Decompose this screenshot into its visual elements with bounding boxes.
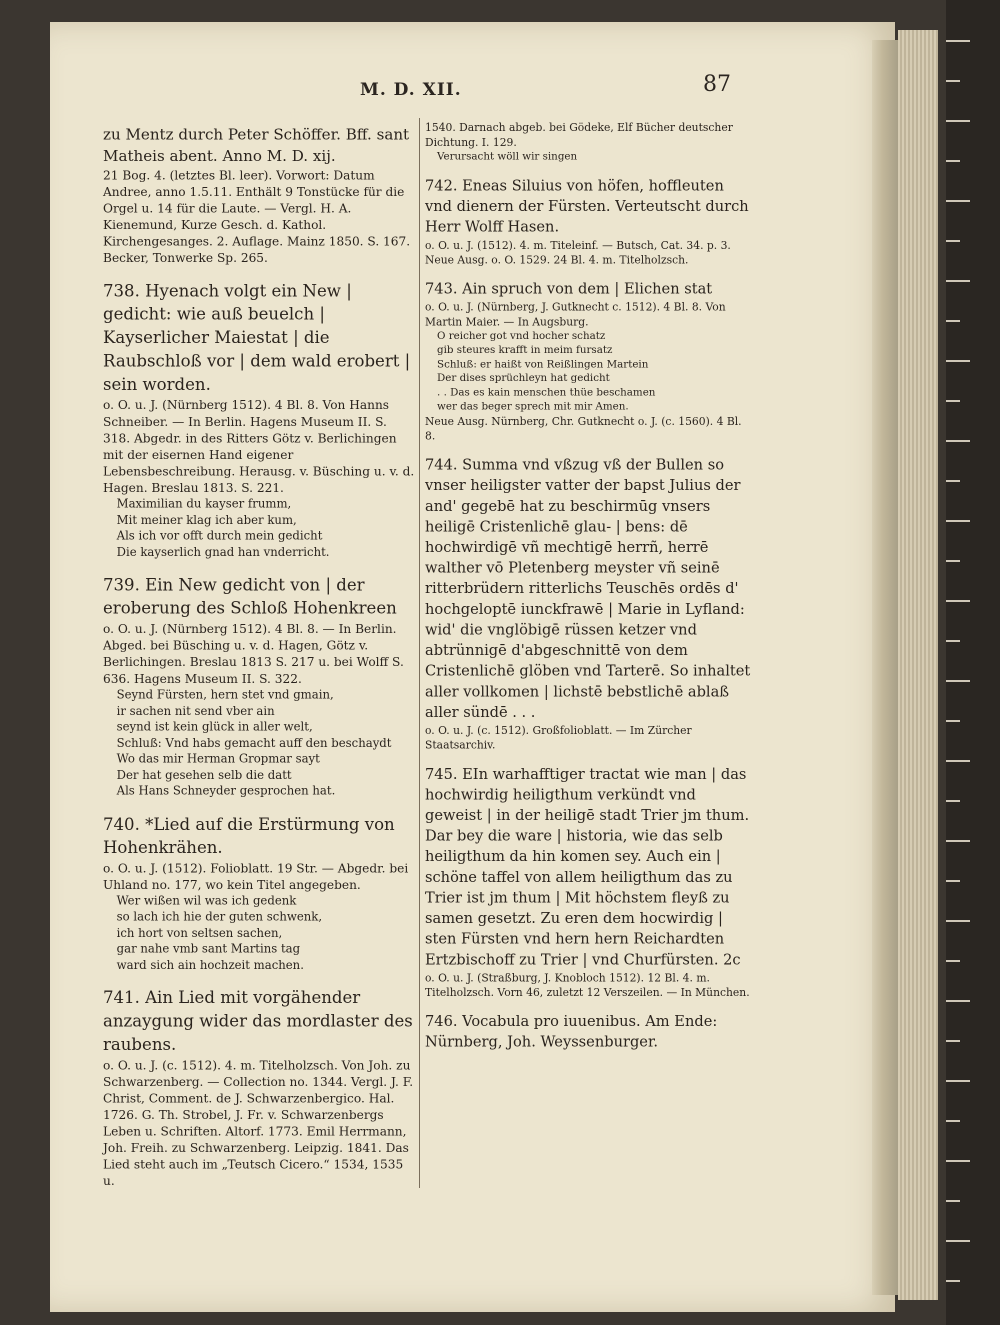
verse-line: Seynd Fürsten, hern stet vnd gmain, <box>116 687 334 702</box>
right-column <box>425 120 755 1052</box>
verse-line: Verursacht wöll wir singen <box>437 150 578 163</box>
bibliographic-note: 1540. Darnach abgeb. bei Gödeke, Elf Bücher deutscher Dichtung. I. 129. <box>425 120 733 149</box>
left-column <box>103 124 415 1189</box>
scale-tick <box>946 1280 960 1282</box>
bibliographic-note: 21 Bog. 4. (letztes Bl. leer). Vorwort: Datum Andree, anno 1.5.11. Enthält 9 Tonstücke für die Orgel u. 14 für die Laute. — Vergl. H. A. Kienemund, Kurze Gesch. d. Kathol. Kirchengesanges. 2. Auflage. Mainz 1850. S. 167. Becker, Tonwerke Sp. 265. <box>103 167 411 266</box>
verse-line: Als Hans Schneyder gesprochen hat. <box>116 784 336 798</box>
scale-tick <box>946 920 970 922</box>
scale-tick <box>946 440 970 442</box>
entry-heading: 739. Ein New gedicht von | der eroberung des Schloß Hohenkreen <box>103 575 397 619</box>
verse-line: ir sachen nit send vber ain <box>116 703 275 718</box>
verse-line: Wo das mir Herman Gropmar sayt <box>116 751 320 766</box>
body-text: zu Mentz durch Peter Schöffer. Bff. sant Matheis abent. Anno M. D. xij. <box>103 125 410 165</box>
verse-line: Wer wißen wil was ich gedenk <box>116 893 297 908</box>
scale-tick <box>946 1120 960 1122</box>
scale-tick <box>946 320 960 322</box>
verse-line: ich hort von seltsen sachen, <box>116 925 283 940</box>
verse-line: gib steures krafft in meim fursatz <box>437 343 613 356</box>
scale-tick <box>946 800 960 802</box>
scale-tick <box>946 1240 970 1242</box>
book-gutter <box>872 40 898 1295</box>
scale-tick <box>946 760 970 762</box>
scale-tick <box>946 560 960 562</box>
scale-tick <box>946 160 960 162</box>
scale-tick <box>946 720 960 722</box>
bibliographic-note: o. O. u. J. (c. 1512). Großfolioblatt. — Im Zürcher Staatsarchiv. <box>425 723 692 751</box>
scale-tick <box>946 1080 970 1082</box>
verse-line: Mit meiner klag ich aber kum, <box>116 512 297 527</box>
verse-line: Der dises sprüchleyn hat gedicht <box>437 371 610 384</box>
scale-tick <box>946 520 970 522</box>
scale-tick <box>946 640 960 642</box>
scale-tick <box>946 120 970 122</box>
verse-line: Schluß: er haißt von Reißlingen Martein <box>437 357 649 370</box>
verse-line: O reicher got vnd hocher schatz <box>437 329 606 342</box>
scale-tick <box>946 1200 960 1202</box>
verse-line: seynd ist kein glück in aller welt, <box>116 719 313 734</box>
scale-tick <box>946 240 960 242</box>
bibliographic-note: o. O. u. J. (1512). 4. m. Titeleinf. — Butsch, Cat. 34. p. 3. Neue Ausg. o. O. 1529. 24 Bl. 4. m. Titelholzsch. <box>425 238 731 266</box>
bibliographic-note: o. O. u. J. (Straßburg, J. Knobloch 1512). 12 Bl. 4. m. Titelholzsch. Vorn 46, zuletzt 12 Verszeilen. — In München. <box>425 970 750 999</box>
verse-line: ward sich ain hochzeit machen. <box>116 957 304 972</box>
entry-heading: 740. *Lied auf die Erstürmung von Hohenkrähen. <box>103 814 395 858</box>
scale-tick <box>946 840 970 842</box>
verse-line: gar nahe vmb sant Martins tag <box>116 941 301 956</box>
scale-tick <box>946 960 960 962</box>
verse-line: Der hat gesehen selb die datt <box>116 767 292 782</box>
verse-line: Maximilian du kayser frumm, <box>116 496 292 511</box>
bibliographic-note: Neue Ausg. Nürnberg, Chr. Gutknecht o. J. (c. 1560). 4 Bl. 8. <box>425 414 742 442</box>
entry-heading: 742. Eneas Siluius von höfen, hoffleuten vnd dienern der Fürsten. Verteutscht durch Herr Wolff Hasen. <box>425 177 749 236</box>
page-number: 87 <box>703 72 731 97</box>
verse-line: Schluß: Vnd habs gemacht auff den beschaydt <box>116 735 392 750</box>
scale-tick <box>946 400 960 402</box>
verse-line: so lach ich hie der guten schwenk, <box>116 909 323 924</box>
scale-tick <box>946 1160 970 1162</box>
verse-line: Die kayserlich gnad han vnderricht. <box>116 545 330 559</box>
running-header: M. D. XII. <box>360 80 462 100</box>
scale-tick <box>946 480 960 482</box>
entry-heading: 746. Vocabula pro iuuenibus. Am Ende: Nürnberg, Joh. Weyssenburger. <box>425 1012 718 1051</box>
entry-heading: 743. Ain spruch von dem | Elichen stat <box>425 280 713 298</box>
verse-line: wer das beger sprech mit mir Amen. <box>437 399 629 413</box>
scale-tick <box>946 80 960 82</box>
bibliographic-note: o. O. u. J. (Nürnberg, J. Gutknecht c. 1512). 4 Bl. 8. Von Martin Maier. — In Augsburg. <box>425 299 726 328</box>
book-page-edges <box>898 30 938 1300</box>
scale-tick <box>946 600 970 602</box>
scale-tick <box>946 1000 970 1002</box>
scale-tick <box>946 360 970 362</box>
scale-tick <box>946 680 970 682</box>
bibliographic-note: o. O. u. J. (Nürnberg 1512). 4 Bl. 8. — In Berlin. Abged. bei Büsching u. v. d. Hagen, Götz v. Berlichingen. Breslau 1813 S. 217 u. bei Wolff S. 636. Hagens Museum II. S. 322. <box>103 621 404 686</box>
verse-line: Als ich vor offt durch mein gedicht <box>116 528 323 543</box>
scale-tick <box>946 280 970 282</box>
bibliographic-note: o. O. u. J. (Nürnberg 1512). 4 Bl. 8. Von Hanns Schneiber. — In Berlin. Hagens Museum II. S. 318. Abgedr. in des Ritters Götz v. Berlichingen mit der eisernen Hand eigener Lebensbeschreibung. Herausg. v. Büsching u. v. d. Hagen. Breslau 1813. S. 221. <box>103 397 415 495</box>
scale-tick <box>946 880 960 882</box>
bibliographic-note: o. O. u. J. (1512). Folioblatt. 19 Str. — Abgedr. bei Uhland no. 177, wo kein Titel angegeben. <box>103 860 409 892</box>
entry-heading: 741. Ain Lied mit vorgähender anzaygung wider das mordlaster des raubens. <box>103 988 413 1055</box>
entry-heading: 738. Hyenach volgt ein New | gedicht: wie auß beuelch | Kayserlicher Maiestat | die Raubschloß vor | dem wald erobert | sein worden. <box>103 281 411 395</box>
column-divider <box>419 118 420 1188</box>
entry-heading: 744. Summa vnd vßzug vß der Bullen so vnser heiligster vatter der bapst Julius der and' gegebē hat zu beschirmūg vnsers heiligē Cristenlichē glau- | bens: dē hochwirdigē vñ mechtigē herrñ, herrē walther vō Pletenberg meyster vñ seinē ritterbrüdern ritterlichs Teuschēs ordēs d' hochgeloptē iunckfrawē | Marie in Lyfland: wid' die vnglöbigē rüssen ketzer vnd abtrünnigē d'abgeschnittē von dem Cristenlichē glöben vnd Tarterē. So inhaltet aller vollkomen | lichstē bebstlichē ablaß aller sündē . . . <box>425 456 751 721</box>
scale-tick <box>946 40 970 42</box>
bibliographic-note: o. O. u. J. (c. 1512). 4. m. Titelholzsch. Von Joh. zu Schwarzenberg. — Collection no. 1344. Vergl. J. F. Christ, Comment. de J. Schwarzenbergico. Hal. 1726. G. Th. Strobel, J. Fr. v. Schwarzenbergs Leben u. Schriften. Altorf. 1773. Emil Herrmann, Joh. Freih. zu Schwarzenberg. Leipzig. 1841. Das Lied steht auch im „Teutsch Cicero.“ 1534, 1535 u. <box>103 1057 414 1189</box>
scale-tick <box>946 1040 960 1042</box>
verse-line: . . Das es kain menschen thüe beschamen <box>437 385 656 398</box>
entry-heading: 745. EIn warhafftiger tractat wie man | das hochwirdig heiligthum verkündt vnd geweist | in der heiligē stadt Trier jm thum. Dar bey die ware | historia, wie das selb heiligthum da hin komen sey. Auch ein | schöne taffel von allem heiligthum das zu Trier ist jm thum | Mit höchstem fleyß zu samen gesetzt. Zu eren dem hocwirdig | sten Fürsten vnd hern hern Reichardten Ertzbischoff zu Trier | vnd Churfürsten. 2c <box>425 765 750 969</box>
measurement-scale <box>946 0 1000 1325</box>
scale-tick <box>946 200 970 202</box>
